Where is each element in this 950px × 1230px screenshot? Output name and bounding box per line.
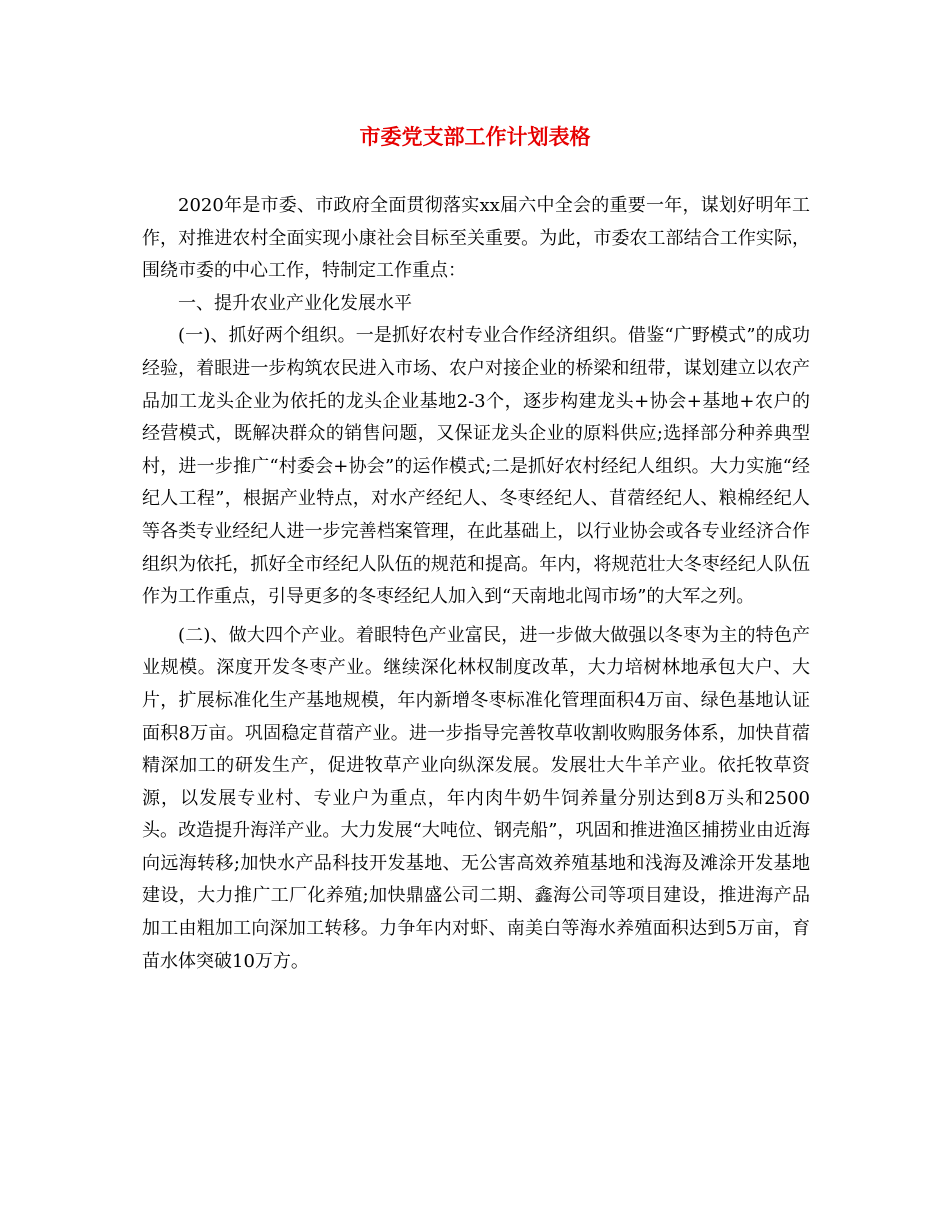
paragraph-intro: 2020年是市委、市政府全面贯彻落实xx届六中全会的重要一年，谋划好明年工作，对推进农村全面实现小康社会目标至关重要。为此，市委农工部结合工作实际，围绕市委的中心工作，特制定工作重点： (142, 195, 810, 282)
paragraph-industries: (二)、做大四个产业。着眼特色产业富民，进一步做大做强以冬枣为主的特色产业规模。深度开发冬枣产业。继续深化林权制度改革，大力培树林地承包大户、大片，扩展标准化生产基地规模，年内新增冬枣标准化管理面积4万亩、绿色基地认证面积8万亩。巩固稳定苜蓿产业。进一步指导完善牧草收割收购服务体系，加快苜蓿精深加工的研发生产，促进牧草产业向纵深发展。发展壮大牛羊产业。依托牧草资源，以发展专业村、专业户为重点，年内肉牛奶牛饲养量分别达到8万头和2500头。改造提升海洋产业。大力发展“大吨位、钢壳船”，巩固和推进渔区捕捞业由近海向远海转移;加快水产品科技开发基地、无公害高效养殖基地和浅海及滩涂开发基地建设，大力推广工厂化养殖;加快鼎盛公司二期、鑫海公司等项目建设，推进海产品加工由粗加工向深加工转移。力争年内对虾、南美白等海水养殖面积达到5万亩，育苗水体突破10万方。 (142, 624, 810, 972)
document-body (142, 190, 810, 978)
paragraph-organizations: (一)、抓好两个组织。一是抓好农村专业合作经济组织。借鉴“广野模式”的成功经验，着眼进一步构筑农民进入市场、农户对接企业的桥梁和纽带，谋划建立以农产品加工龙头企业为依托的龙头企业基地2-3个，逐步构建龙头+协会+基地+农户的经营模式，既解决群众的销售问题，又保证龙头企业的原料供应;选择部分种养典型村，进一步推广“村委会+协会”的运作模式;二是抓好农村经纪人组织。大力实施“经纪人工程”，根据产业特点，对水产经纪人、冬枣经纪人、苜蓿经纪人、粮棉经纪人等各类专业经纪人进一步完善档案管理，在此基础上，以行业协会或各专业经济合作组织为依托，抓好全市经纪人队伍的规范和提高。年内，将规范壮大冬枣经纪人队伍作为工作重点，引导更多的冬枣经纪人加入到“天南地北闯市场”的大军之列。 (142, 325, 810, 608)
document-title: 市委党支部工作计划表格 (359, 124, 591, 149)
section-heading: 一、提升农业产业化发展水平 (178, 292, 412, 314)
